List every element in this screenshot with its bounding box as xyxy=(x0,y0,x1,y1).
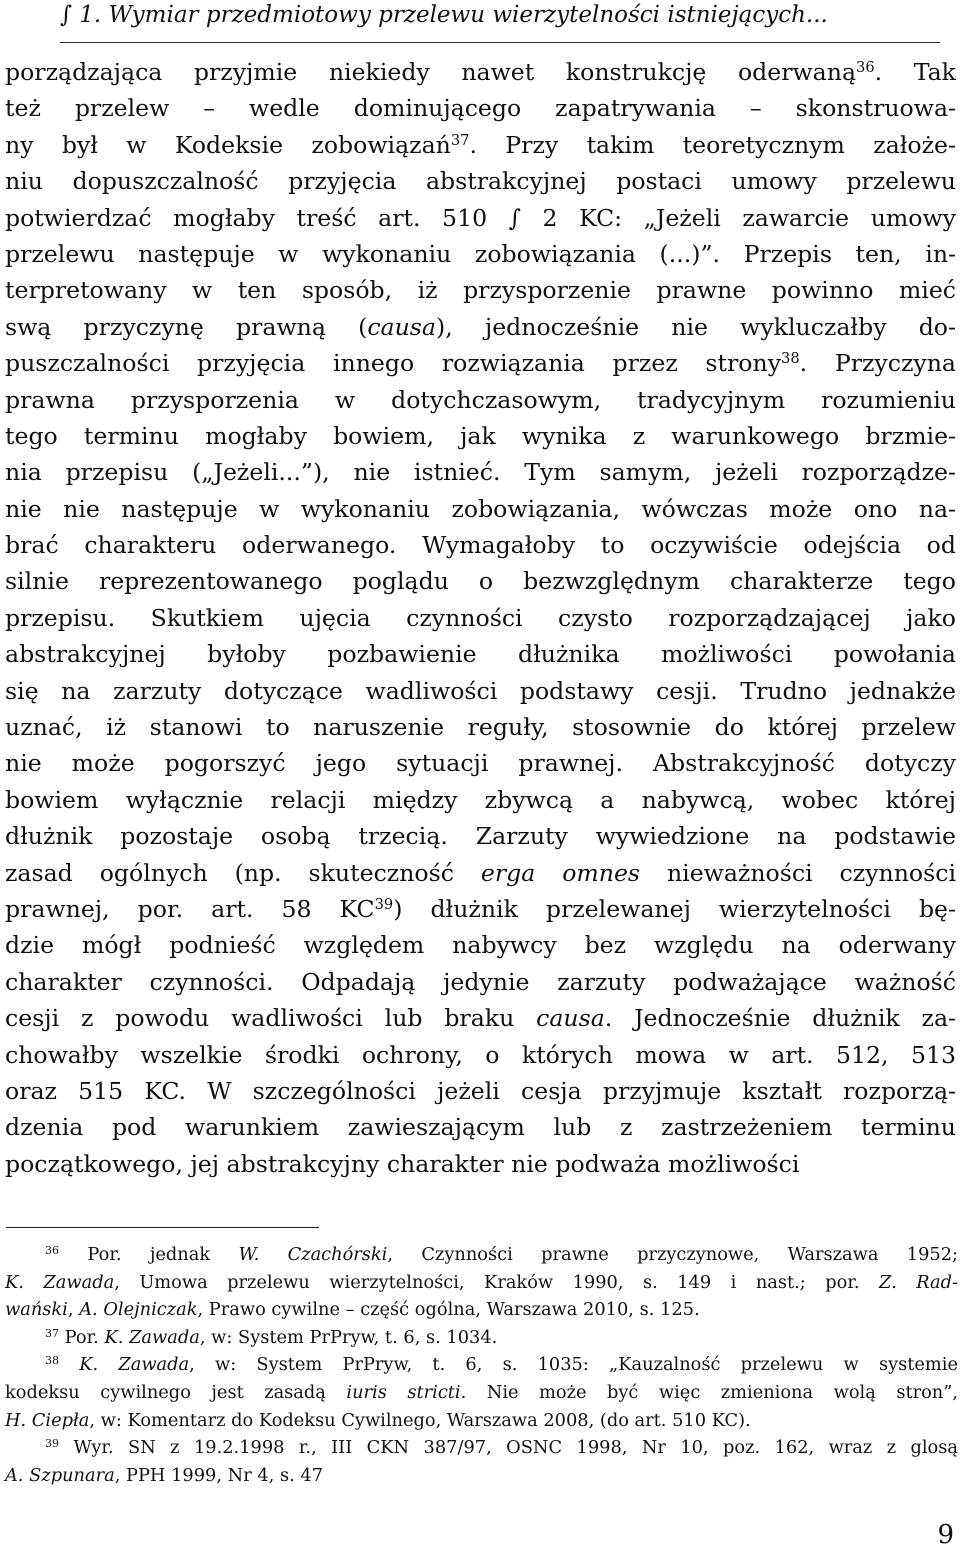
footnote-separator xyxy=(6,1227,319,1228)
footnote-reference: 36 xyxy=(45,1243,60,1257)
text-run: , Prawo cywilne – część ogólna, Warszawa 2010, s. 125. xyxy=(197,1299,700,1321)
footnote-line xyxy=(5,1462,958,1490)
main-text xyxy=(5,54,956,1182)
text-line xyxy=(5,454,956,490)
text-run: ny był w Kodeksie zobowiązań xyxy=(5,130,451,159)
text-run: uznać, iż stanowi to naruszenie reguły, stosownie do której przelew xyxy=(5,713,956,742)
text-run: Wyr. SN z 19.2.1998 r., III CKN 387/97, OSNC 1998, Nr 10, poz. 162, wraz z glosą xyxy=(59,1437,958,1459)
text-run: causa xyxy=(367,312,436,341)
text-run: Por. jednak xyxy=(59,1244,239,1265)
text-line xyxy=(5,927,956,963)
text-run: . Przyczyna xyxy=(799,349,956,378)
text-run: iuris stricti xyxy=(346,1381,461,1403)
text-line xyxy=(5,1073,956,1109)
text-run: , w: System PrPryw, t. 6, s. 1034. xyxy=(199,1326,498,1348)
text-run: silnie reprezentowanego poglądu o bezwzględnym charakterze tego xyxy=(5,567,956,596)
text-line xyxy=(5,527,956,563)
text-run: bowiem wyłącznie relacji między zbywcą a nabywcą, wobec której xyxy=(5,785,956,814)
footnote-line xyxy=(5,1407,958,1435)
text-line xyxy=(5,345,956,381)
text-line xyxy=(5,891,956,927)
text-run: nia przepisu („Jeżeli...”), nie istnieć. Tym samym, jeżeli rozporządze- xyxy=(5,458,956,487)
text-run: wański xyxy=(5,1299,68,1321)
text-run: się na zarzuty dotyczące wadliwości podstawy cesji. Trudno jednakże xyxy=(5,676,956,705)
footnotes xyxy=(5,1241,958,1489)
text-run: prawna przysporzenia w dotychczasowym, tradycyjnym rozumieniu xyxy=(5,385,956,414)
text-line xyxy=(5,90,956,126)
text-run: dzie mógł podnieść względem nabywcy bez względu na oderwany xyxy=(5,931,956,960)
footnote-reference: 39 xyxy=(45,1437,60,1451)
text-run: , Czynności prawne przyczynowe, Warszawa 1952; xyxy=(387,1244,958,1265)
text-line xyxy=(5,855,956,891)
text-line xyxy=(5,745,956,781)
text-run: Por. xyxy=(59,1326,105,1348)
text-run: cesji z powodu wadliwości lub braku xyxy=(5,1004,537,1033)
text-run: . Jednocześnie dłużnik za- xyxy=(604,1004,956,1033)
page-number: 9 xyxy=(937,1520,954,1550)
text-run: abstrakcyjnej byłoby pozbawienie dłużnika możliwości powołania xyxy=(5,640,956,669)
text-line xyxy=(5,54,956,90)
text-run: H. Ciepła xyxy=(5,1409,90,1431)
text-run: puszczalności przyjęcia innego rozwiązania przez strony xyxy=(5,349,782,378)
text-line xyxy=(5,1000,956,1036)
footnote-reference: 37 xyxy=(45,1326,60,1340)
text-line xyxy=(5,200,956,236)
running-header: ∫ 1. Wymiar przedmiotowy przelewu wierzytelności istniejących... xyxy=(60,0,940,43)
footnote-line xyxy=(5,1434,958,1462)
text-run: tego terminu mogłaby bowiem, jak wynika z warunkowego brzmie- xyxy=(5,421,956,450)
text-line xyxy=(5,491,956,527)
text-line xyxy=(5,964,956,1000)
text-run: , PPH 1999, Nr 4, s. 47 xyxy=(114,1464,324,1486)
text-run: kodeksu cywilnego jest zasadą xyxy=(5,1381,347,1403)
text-line xyxy=(5,600,956,636)
text-run: erga omnes xyxy=(480,858,641,887)
text-line xyxy=(5,382,956,418)
text-run: K. Zawada xyxy=(104,1326,200,1348)
text-line xyxy=(5,818,956,854)
text-line xyxy=(5,163,956,199)
text-run: terpretowany w ten sposób, iż przysporzenie prawne powinno mieć xyxy=(5,276,956,305)
text-run: . Przy takim teoretycznym założe- xyxy=(469,130,956,159)
text-run: brać charakteru oderwanego. Wymagałoby to oczywiście odejścia od xyxy=(5,531,956,560)
text-run: niu dopuszczalność przyjęcia abstrakcyjnej postaci umowy przelewu xyxy=(5,167,956,196)
text-run: A. Szpunara xyxy=(5,1464,115,1486)
text-run: causa xyxy=(536,1004,605,1033)
footnote-reference: 38 xyxy=(45,1354,60,1368)
text-run: . Tak xyxy=(874,58,956,86)
text-run: przepisu. Skutkiem ujęcia czynności czysto rozporządzającej jako xyxy=(5,603,956,632)
footnote-reference: 39 xyxy=(374,895,394,913)
text-run: oraz 515 KC. W szczególności jeżeli cesja przyjmuje kształt rozporzą- xyxy=(5,1076,956,1105)
footnote-line xyxy=(5,1269,958,1297)
text-line xyxy=(5,236,956,272)
text-run: . Nie może być więc zmieniona wolą stron”, xyxy=(460,1381,958,1403)
text-run: dzenia pod warunkiem zawieszającym lub z zastrzeżeniem terminu xyxy=(5,1113,956,1142)
footnote-line xyxy=(5,1296,958,1324)
text-line xyxy=(5,272,956,308)
text-line xyxy=(5,1037,956,1073)
footnote-line xyxy=(5,1379,958,1407)
text-run: nieważności czynności xyxy=(640,858,956,887)
text-line xyxy=(5,1146,956,1182)
text-run: nie nie następuje w wykonaniu zobowiązania, wówczas może ono na- xyxy=(5,494,956,523)
text-run: swą przyczynę prawną ( xyxy=(5,312,368,341)
text-run: początkowego, jej abstrakcyjny charakter nie podważa możliwości xyxy=(5,1149,800,1178)
text-line xyxy=(5,127,956,163)
text-line xyxy=(5,563,956,599)
text-line xyxy=(5,782,956,818)
footnote-reference: 37 xyxy=(450,131,470,149)
text-run: zasad ogólnych (np. skuteczność xyxy=(5,858,481,887)
text-run: ) dłużnik przelewanej wierzytelności bę- xyxy=(393,894,956,923)
text-line xyxy=(5,636,956,672)
text-line xyxy=(5,309,956,345)
text-run: chowałby wszelkie środki ochrony, o których mowa w art. 512, 513 xyxy=(5,1040,956,1069)
text-run: dłużnik pozostaje osobą trzecią. Zarzuty wywiedzione na podstawie xyxy=(5,822,956,851)
text-run: nie może pogorszyć jego sytuacji prawnej. Abstrakcyjność dotyczy xyxy=(5,749,956,778)
text-run: potwierdzać mogłaby treść art. 510 ∫ 2 KC: „Jeżeli zawarcie umowy xyxy=(5,203,956,232)
text-run: przelewu następuje w wykonaniu zobowiązania (...)”. Przepis ten, in- xyxy=(5,239,956,268)
footnote-reference: 38 xyxy=(781,350,800,368)
text-line xyxy=(5,418,956,454)
text-run: W. Czachórski xyxy=(238,1244,388,1265)
text-run: K. Zawada xyxy=(79,1354,190,1376)
text-run: porządzająca przyjmie niekiedy nawet konstrukcję oderwaną xyxy=(5,58,857,86)
text-run: K. Zawada xyxy=(5,1271,115,1293)
footnote-reference: 36 xyxy=(856,58,875,76)
footnote-line xyxy=(5,1241,958,1269)
text-run: ), jednocześnie nie wykluczałby do- xyxy=(435,312,956,341)
text-line xyxy=(5,1109,956,1145)
text-run: A. Olejniczak xyxy=(79,1299,198,1321)
text-run: , Umowa przelewu wierzytelności, Kraków 1990, s. 149 i nast.; por. xyxy=(114,1271,880,1293)
footnote-line xyxy=(5,1324,958,1352)
text-run: , xyxy=(67,1299,80,1321)
text-run: prawnej, por. art. 58 KC xyxy=(5,894,375,923)
text-run: , w: Komentarz do Kodeksu Cywilnego, Warszawa 2008, (do art. 510 KC). xyxy=(89,1409,751,1431)
text-run: , w: System PrPryw, t. 6, s. 1035: „Kauzalność przelewu w systemie xyxy=(189,1354,958,1376)
text-line xyxy=(5,709,956,745)
footnote-line xyxy=(5,1351,958,1379)
text-run: też przelew – wedle dominującego zapatrywania – skonstruowa- xyxy=(5,94,956,123)
text-run xyxy=(59,1354,79,1375)
text-run: charakter czynności. Odpadają jedynie zarzuty podważające ważność xyxy=(5,967,956,996)
text-line xyxy=(5,673,956,709)
text-run: Z. Rad- xyxy=(879,1271,959,1293)
